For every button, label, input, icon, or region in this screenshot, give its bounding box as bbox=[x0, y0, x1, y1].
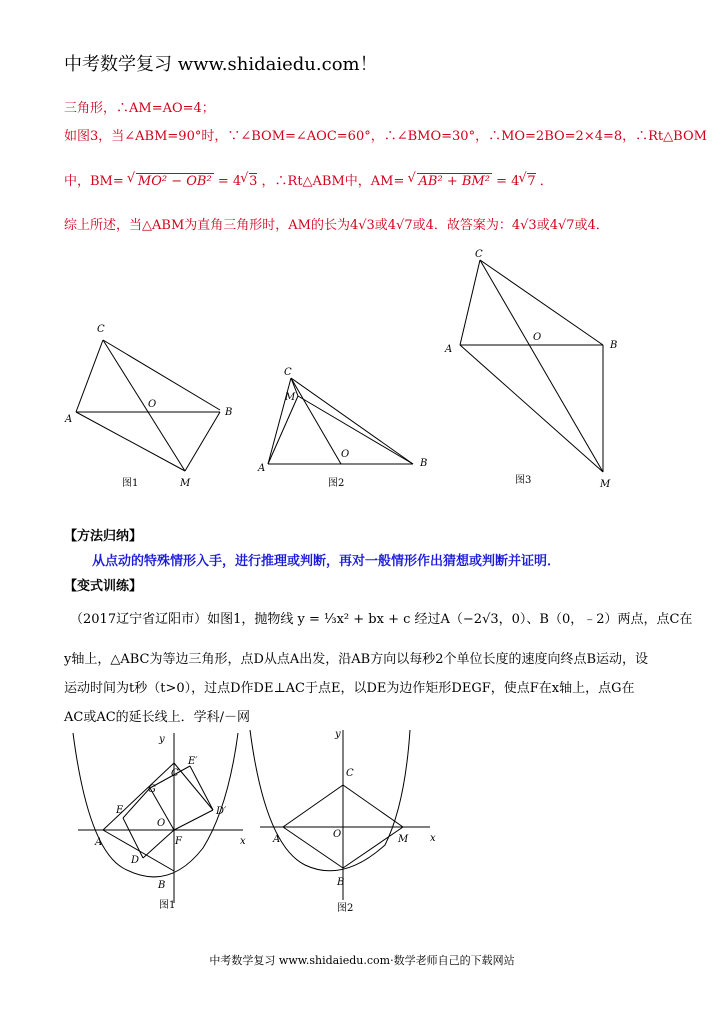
label-y: y bbox=[335, 729, 341, 740]
figure-top-3 bbox=[440, 245, 630, 490]
solution-line-3-e: ． bbox=[539, 174, 553, 189]
label-y: y bbox=[159, 734, 165, 745]
label-b: B bbox=[420, 458, 428, 469]
label-c: C bbox=[97, 324, 105, 335]
label-a: A bbox=[258, 463, 266, 474]
label-o: O bbox=[341, 449, 350, 460]
solution-line-2: 如图3，当∠ABM=90°时，∵∠BOM=∠AOC=60°，∴∠BMO=30°，∴MO=2BO=2×4=8，∴Rt△BOM bbox=[64, 129, 707, 144]
line-ced bbox=[174, 763, 213, 810]
line-ac bbox=[283, 785, 343, 827]
label-b: B bbox=[225, 407, 233, 418]
caption-fig1: 图1 bbox=[122, 478, 139, 489]
figure-top-1 bbox=[60, 318, 240, 493]
label-c: C bbox=[171, 768, 179, 779]
solution-line-3-c: ，∴Rt△ABM中，AM= bbox=[261, 174, 405, 189]
caption-fig3: 图3 bbox=[515, 475, 532, 486]
label-c: C bbox=[475, 249, 483, 260]
solution-line-3 bbox=[64, 170, 553, 189]
method-heading: 【方法归纳】 bbox=[64, 529, 143, 544]
line-ca bbox=[76, 340, 103, 412]
label-d: D bbox=[131, 855, 140, 866]
page-header: 中考数学复习 www.shidaiedu.com！ bbox=[64, 54, 378, 75]
label-m: M bbox=[398, 834, 409, 845]
caption-fig2: 图2 bbox=[328, 478, 345, 489]
figure-bottom-2 bbox=[255, 725, 440, 920]
label-e: E bbox=[116, 805, 124, 816]
practice-line-4: AC或AC的延长线上．学科/－网 bbox=[64, 710, 251, 725]
sqrt3-value: 3 bbox=[249, 174, 258, 189]
figure-bottom-1 bbox=[68, 728, 253, 918]
label-o: O bbox=[333, 829, 342, 840]
label-o: O bbox=[157, 818, 166, 829]
label-b: B bbox=[158, 880, 166, 891]
practice-heading: 【变式训练】 bbox=[64, 579, 143, 594]
line-cm bbox=[103, 340, 185, 471]
line-am bbox=[76, 412, 185, 471]
parabola bbox=[250, 730, 410, 871]
line-ge bbox=[123, 788, 150, 818]
sqrt7-value: 7 bbox=[527, 174, 536, 189]
radical-2: √ AB² + BM² bbox=[407, 171, 490, 189]
practice-line-1: （2017辽宁省辽阳市）如图1，抛物线 y = ⅓x² + bx + c 经过A（−2√3，0）、B（0，﹣2）两点，点C在 bbox=[70, 612, 693, 627]
practice-line-3: 运动时间为t秒（t>0），过点D作DE⊥AC于点E，以DE为边作矩形DEGF，使点F在x轴上，点G在 bbox=[64, 681, 635, 696]
label-x: x bbox=[430, 833, 436, 844]
radical-1-content: MO² − OB² bbox=[137, 174, 212, 189]
figure-top-2 bbox=[255, 362, 440, 492]
solution-line-3-a: 中，BM= bbox=[64, 174, 124, 189]
line-co bbox=[291, 378, 341, 464]
line-cb bbox=[103, 340, 220, 410]
label-c: C bbox=[346, 768, 354, 779]
radical-1: √ MO² − OB² bbox=[126, 171, 212, 189]
line-e2d2 bbox=[190, 766, 213, 810]
label-x: x bbox=[240, 836, 246, 847]
line-fd2 bbox=[174, 810, 213, 830]
method-text: 从点动的特殊情形入手，进行推理或判断，再对一般情形作出猜想或判断并证明． bbox=[92, 554, 561, 569]
label-f: F bbox=[175, 836, 182, 847]
line-mb bbox=[298, 396, 413, 464]
label-m: M bbox=[180, 478, 191, 489]
line-am bbox=[460, 345, 603, 472]
parabola bbox=[73, 733, 238, 877]
line-cb bbox=[291, 378, 413, 464]
solution-line-4: 综上所述，当△ABM为直角三角形时，AM的长为4√3或4√7或4．故答案为：4√3或4√7或4． bbox=[64, 218, 609, 233]
label-a: A bbox=[273, 834, 281, 845]
line-cm bbox=[343, 785, 403, 827]
label-d-prime: D′ bbox=[216, 806, 227, 817]
label-m: M bbox=[600, 479, 611, 490]
caption-fig1-bottom: 图1 bbox=[159, 900, 176, 911]
solution-line-3-d: = 4 bbox=[496, 174, 520, 189]
label-e-prime: E′ bbox=[188, 756, 198, 767]
line-bm bbox=[343, 827, 403, 868]
label-o: O bbox=[148, 399, 157, 410]
label-c: C bbox=[284, 367, 292, 378]
label-a: A bbox=[445, 344, 453, 355]
practice-line-2: y轴上，△ABC为等边三角形，点D从点A出发，沿AB方向以每秒2个单位长度的速度向终点B运动，设 bbox=[64, 652, 649, 667]
line-ed bbox=[123, 818, 143, 858]
line-ca bbox=[460, 260, 480, 345]
label-o: O bbox=[533, 332, 542, 343]
line-cb bbox=[480, 260, 603, 345]
caption-fig2-bottom: 图2 bbox=[337, 903, 354, 914]
radical-sqrt3-a: √ 3 bbox=[240, 171, 258, 189]
solution-line-1: 三角形，∴AM=AO=4； bbox=[64, 101, 215, 116]
radical-sqrt7-a: √ 7 bbox=[518, 171, 536, 189]
page-footer: 中考数学复习 www.shidaiedu.com·数学老师自己的下载网站 bbox=[209, 954, 515, 967]
line-df bbox=[143, 830, 174, 858]
solution-line-3-b: = 4 bbox=[217, 174, 242, 189]
line-bm bbox=[185, 412, 220, 471]
line-ge2 bbox=[150, 766, 190, 788]
label-g: G bbox=[148, 784, 156, 795]
radical-2-content: AB² + BM² bbox=[418, 174, 490, 189]
label-a: A bbox=[65, 414, 73, 425]
label-b: B bbox=[610, 340, 618, 351]
label-m: M bbox=[285, 392, 296, 403]
label-a: A bbox=[95, 837, 103, 848]
line-ca bbox=[268, 378, 291, 464]
label-b: B bbox=[337, 877, 345, 888]
line-cm bbox=[480, 260, 603, 472]
